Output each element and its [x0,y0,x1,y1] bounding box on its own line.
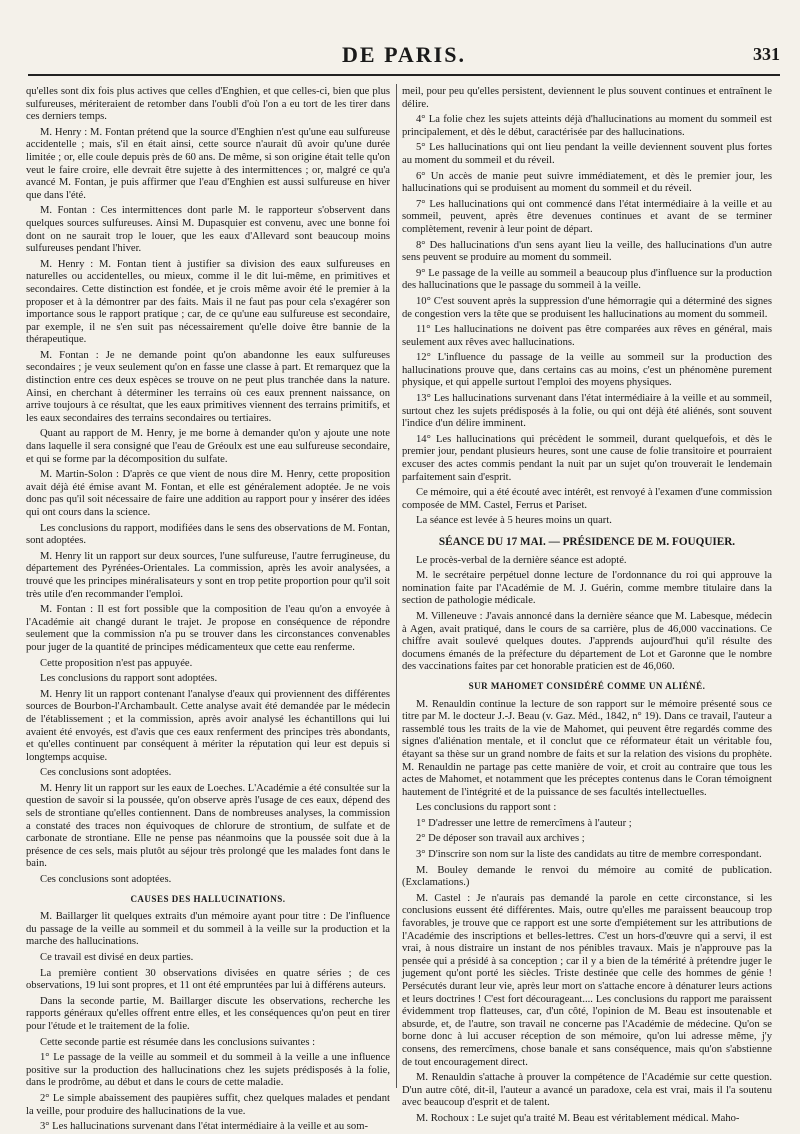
paragraph: M. Henry lit un rapport contenant l'analyse d'eaux qui proviennent des différentes sources de Bourbon-l'Archambault. Cette analyse avait été demandée par le médecin de l'établissement ; et la commission, après avoir analysé les échantillons qui lui avaient été envoyés, est d'avis que ces eaux renferment des principes très abondants, et qu'elles continuent par conséquent à mériter la réputation qui leur est depuis si longtemps acquise. [26,688,390,763]
paragraph: 2° Le simple abaissement des paupières suffit, chez quelques malades et pendant la veille, pour produire des hallucinations de la vue. [26,1092,390,1117]
paragraph: La première contient 30 observations divisées en quatre séries ; de ces observations, 19 lui sont propres, et 11 ont été empruntées par lui à différens auteurs. [26,967,390,992]
paragraph: 6° Un accès de manie peut suivre immédiatement, et dès le premier jour, les hallucinations qui se produisent au moment du sommeil et du réveil. [402,170,772,195]
paragraph: Quant au rapport de M. Henry, je me borne à demander qu'on y ajoute une note dans laquelle il sera consigné que l'eau de Gréoulx est une eau sulfureuse secondaire, et qui se forme par la décomposition du sulfate. [26,428,390,465]
paragraph: M. Rochoux : Le sujet qu'a traité M. Beau est véritablement médical. Maho- [416,1112,740,1124]
paragraph: Ce travail est divisé en deux parties. [40,952,194,963]
paragraph: M. Henry : M. Fontan prétend que la source d'Enghien n'est qu'une eau sulfureuse accidentelle ; mais, s'il en était ainsi, cette source n'aurait dû avoir qu'une durée limitée ; or, elle coule depuis près de 60 ans. De même, si son origine était telle qu'on veut le faire croire, elle devrait être sujette à des intermittences ; or, malgré ce qu'a avancé M. Fontan, je puis affirmer que l'eau d'Enghien est aussi sulfureuse en hiver que dans l'été. [26,126,390,201]
paragraph: 3° Les hallucinations survenant dans l'état intermédiaire à la veille et au som- [40,1121,368,1133]
paragraph: La séance est levée à 5 heures moins un quart. [416,515,612,527]
paragraph: Les conclusions du rapport sont : [416,802,557,814]
paragraph: Les conclusions du rapport, modifiées dans le sens des observations de M. Fontan, sont adoptées. [26,522,390,547]
paragraph: 3° D'inscrire son nom sur la liste des candidats au titre de membre correspondant. [416,849,762,861]
seance-heading: SÉANCE DU 17 MAI. — PRÉSIDENCE DE M. FOUQUIER. [438,536,736,548]
paragraph: Dans la seconde partie, M. Baillarger discute les observations, recherche les rapports généraux qu'elles offrent entre elles, et les conséquences qu'on peut en tirer pour l'étude et le traitement de la folie. [26,995,390,1032]
section-heading-mahomet: SUR MAHOMET CONSIDÉRÉ COMME UN ALIÉNÉ. [468,680,706,691]
paragraph: 12° L'influence du passage de la veille au sommeil sur la production des hallucinations prouve que, dans certains cas au moins, c'est un phénomène purement physique, et qui appelle surtout l'emploi des moyens physiques. [402,352,772,389]
paragraph: M. Renauldin s'attache à prouver la compétence de l'Académie sur cette question. D'un autre côté, dit-il, l'auteur a avancé un paradoxe, cela est vrai, mais il l'a soutenu avec beaucoup d'esprit et de talent. [402,1072,772,1109]
paragraph: M. Henry : M. Fontan tient à justifier sa division des eaux sulfureuses en naturelles ou accidentelles, ou mieux, comme il le dit lui-même, en primitives et secondaires. Cette distinction est fondée, et je crois même avoir été le premier à la proposer et à la démontrer par des faits. Mais il ne faut pas pour cela s'exagérer son importance sous le rapport pratique ; car, de ce qu'une eau sulfureuse est secondaire, par exemple, il ne s'en suit pas nécessairement qu'elle doive être bannie de la thérapeutique. [26,258,390,346]
paragraph: 10° C'est souvent après la suppression d'une hémorragie qui a déterminé des signes de congestion vers la tête que se produisent les hallucinations au moment du sommeil. [402,295,772,320]
paragraph: M. Henry lit un rapport sur deux sources, l'une sulfureuse, l'autre ferrugineuse, du département des Pyrénées-Orientales. La commission, après les avoir analysées, a trouvé que les principes minéralisateurs y sont en trop petite proportion pour qu'il soit très utile d'en recommander l'emploi. [26,550,390,600]
paragraph: M. Fontan : Je ne demande point qu'on abandonne les eaux sulfureuses secondaires ; je veux seulement qu'on en fasse une classe à part. Et remarquez que la distinction entre ces deux espèces se trouve on ne peut plus tranchée dans la nature. Ainsi, en cherchant à déterminer les terrains où ces eaux prennent naissance, on arrive toujours à ce résultat, que les eaux primitives viennent des terrains primitifs, et les eaux secondaires des terrains secondaires ou tertiaires. [26,349,390,424]
paragraph: 1° D'adresser une lettre de remercîmens à l'auteur ; [416,817,632,829]
paragraph: Ce mémoire, qui a été écouté avec intérêt, est renvoyé à l'examen d'une commission composée de MM. Castel, Ferrus et Pariset. [402,487,772,511]
paragraph: Ces conclusions sont adoptées. [40,767,172,779]
paragraph: 2° De déposer son travail aux archives ; [416,833,585,845]
paragraph: Ces conclusions sont adoptées. [40,874,172,886]
paragraph: M. le secrétaire perpétuel donne lecture de l'ordonnance du roi qui approuve la nomination faite par l'Académie de M. J. Guérin, comme membre titulaire dans la section de pathologie médicale. [402,570,772,607]
right-column [402,86,772,1124]
paragraph: M. Martin-Solon : D'après ce que vient de nous dire M. Henry, cette proposition avait déjà été émise avant M. Fontan, et elle est généralement adoptée. Je ne vois donc pas qu'il soit nécessaire de faire une addition au rapport pour y insérer des idées qui ont cours dans la science. [26,469,390,518]
paragraph: 8° Des hallucinations d'un sens ayant lieu la veille, des hallucinations d'un autre sens peuvent se produire au moment du sommeil. [402,239,772,264]
paragraph: M. Bouley demande le renvoi du mémoire au comité de publication. (Exclamations.) [402,864,772,889]
paragraph: meil, pour peu qu'elles persistent, deviennent le plus souvent continues et entraînent le délire. [402,86,772,110]
page-header [28,40,780,76]
paragraph: 13° Les hallucinations survenant dans l'état intermédiaire à la veille et au sommeil, surtout chez les sujets prédisposés à la folie, ou qui ont déjà été aliénés, sont souvent l'indice d'un délire imminent. [402,393,772,430]
paragraph: 5° Les hallucinations qui ont lieu pendant la veille deviennent souvent plus fortes au moment du sommeil et du réveil. [402,142,772,166]
paragraph: qu'elles sont dix fois plus actives que celles d'Enghien, et que celles-ci, bien que plus sulfureuses, mériteraient de retomber dans l'oubli d'où l'on a eu tort de les tirer dans ces derniers temps. [26,86,390,123]
paragraph: 7° Les hallucinations qui ont commencé dans l'état intermédiaire à la veille et au sommeil, peuvent, après être devenues continues et avant de se terminer complètement, revenir à leur point de départ. [402,198,772,235]
paragraph: M. Fontan : Ces intermittences dont parle M. le rapporteur s'observent dans quelques sources sulfureuses. Ainsi M. Dupasquier est convenu, avec une bonne foi dont on ne saurait trop le louer, que les eaux d'Allevard sont beaucoup moins sulfureuses pendant l'hiver. [26,205,390,255]
paragraph: M. Villeneuve : J'avais annoncé dans la dernière séance que M. Labesque, médecin à Agen, avait pratiqué, dans le cours de sa carrière, plus de 46,000 vaccinations. Ce chiffre avait soulevé quelques doutes. J'apprends aujourd'hui qu'il résulte des documens émanés de la préfecture du département de Lot et Garonne que le nombre des vaccinations faites par cet honorable praticien est de 46,060. [402,610,772,673]
paragraph: 1° Le passage de la veille au sommeil et du sommeil à la veille a une influence positive sur la production des hallucinations chez les sujets prédisposés à la folie, dans le prodrôme, au début et dans le cours de cette maladie. [26,1052,390,1089]
paragraph: 11° Les hallucinations ne doivent pas être comparées aux rêves en général, mais seulement aux rêves avec hallucinations. [402,324,772,348]
header-title: DE PARIS. [342,42,466,67]
paragraph: M. Baillarger lit quelques extraits d'un mémoire ayant pour titre : De l'influence du passage de la veille au sommeil et du sommeil à la veille sur la production et la marche des hallucinations. [26,911,390,948]
page-number: 331 [753,44,780,64]
section-heading-causes: CAUSES DES HALLUCINATIONS. [130,893,286,904]
paragraph: M. Renauldin continue la lecture de son rapport sur le mémoire présenté sous ce titre par M. le docteur J.-J. Beau (v. Gaz. Méd., 1842, n° 19). Dans ce travail, l'auteur a rassemblé tous les traits de la vie de Mahomet, qui peuvent être regardés comme des signes d'aliénation mentale, et il conclut que ce réformateur était un véritable fou, étayant sa thèse sur un grand nombre de faits et sur la relation des visions du prophète. M. Renauldin ne partage pas cette manière de voir, et croit au contraire que tous les actes de Mahomet, et notamment que les préceptes contenus dans le Coran témoignent hautement de l'intégrité et de la puissance de ses facultés intellectuelles. [402,698,772,798]
paragraph: Cette seconde partie est résumée dans les conclusions suivantes : [40,1036,316,1048]
paragraph: M. Castel : Je n'aurais pas demandé la parole en cette circonstance, si les conclusions eussent été différentes. Mais, outre qu'elles me paraissent beaucoup trop favorables, je trouve que ce rapport est une sorte d'empiétement sur les attributions de l'Académie des inscriptions et belles-lettres. C'est un hors-d'œuvre qui a servi, il est vrai, à nous distraire un instant de nos pénibles travaux. Mais je n'approuve pas la pensée qui a présidé à sa conception ; car il y a bien de la témérité à prétendre juger le jugement qu'ont porté les siècles. Triste destinée que celle des hommes de génie ! Persécutés durant leur vie, après leur mort on s'attache encore à dénaturer leurs actions et leurs doctrines ! C'est fort décourageant.... Les conclusions du rapport me paraissent évidemment trop flatteuses, car, d'un côté, l'opinion de M. Beau est insoutenable et absurde, et, de l'autre, son travail ne concerne pas l'Académie de médecine. Qu'on se borne donc à lui accuser réception de son mémoire, qu'on lui adresse même, j'y consens, des remercîmens, chose banale et sans conséquence, mais qu'on s'abstienne de tout encouragement direct. [402,892,772,1068]
left-column [26,86,390,1133]
paragraph: M. Henry lit un rapport sur les eaux de Loeches. L'Académie a été consultée sur la question de savoir si la poussée, qu'on observe après l'usage de ces eaux, dépend des sels de strontiane qu'elles contiennent. Dans de nombreuses analyses, la commission a constaté des traces non équivoques de chlorure de strontium, de sulfate et de carbonate de strontiane. Elle ne pense pas néanmoins que la poussée soit due à la présence de ces sels, mais plutôt au séjour très prolongé que les malades font dans le bain. [26,782,390,870]
paragraph: M. Fontan : Il est fort possible que la composition de l'eau qu'on a envoyée à l'Académie ait changé durant le trajet. Je propose en conséquence de répondre seulement que la commission n'a pu se trouver dans les circonstances convenables pour juger de la quantité de principes médicamenteux que cette eau renferme. [26,604,390,653]
paragraph: Cette proposition n'est pas appuyée. [40,657,193,669]
paragraph: Les conclusions du rapport sont adoptées. [40,673,218,685]
column-divider [396,84,397,1088]
paragraph: 4° La folie chez les sujets atteints déjà d'hallucinations au moment du sommeil est principalement, et dès le début, caractérisée par des hallucinations. [402,114,772,138]
paragraph: Le procès-verbal de la dernière séance est adopté. [416,554,627,566]
paragraph: 9° Le passage de la veille au sommeil a beaucoup plus d'influence sur la production des hallucinations que le passage du sommeil à la veille. [402,267,772,292]
paragraph: 14° Les hallucinations qui précèdent le sommeil, durant quelquefois, et dès le premier jour, pendant plusieurs heures, sont une cause de folie transitoire et pourraient excuser des actes commis pendant la nuit par un sujet qu'on trouverait le lendemain parfaitement sain d'esprit. [402,433,772,483]
